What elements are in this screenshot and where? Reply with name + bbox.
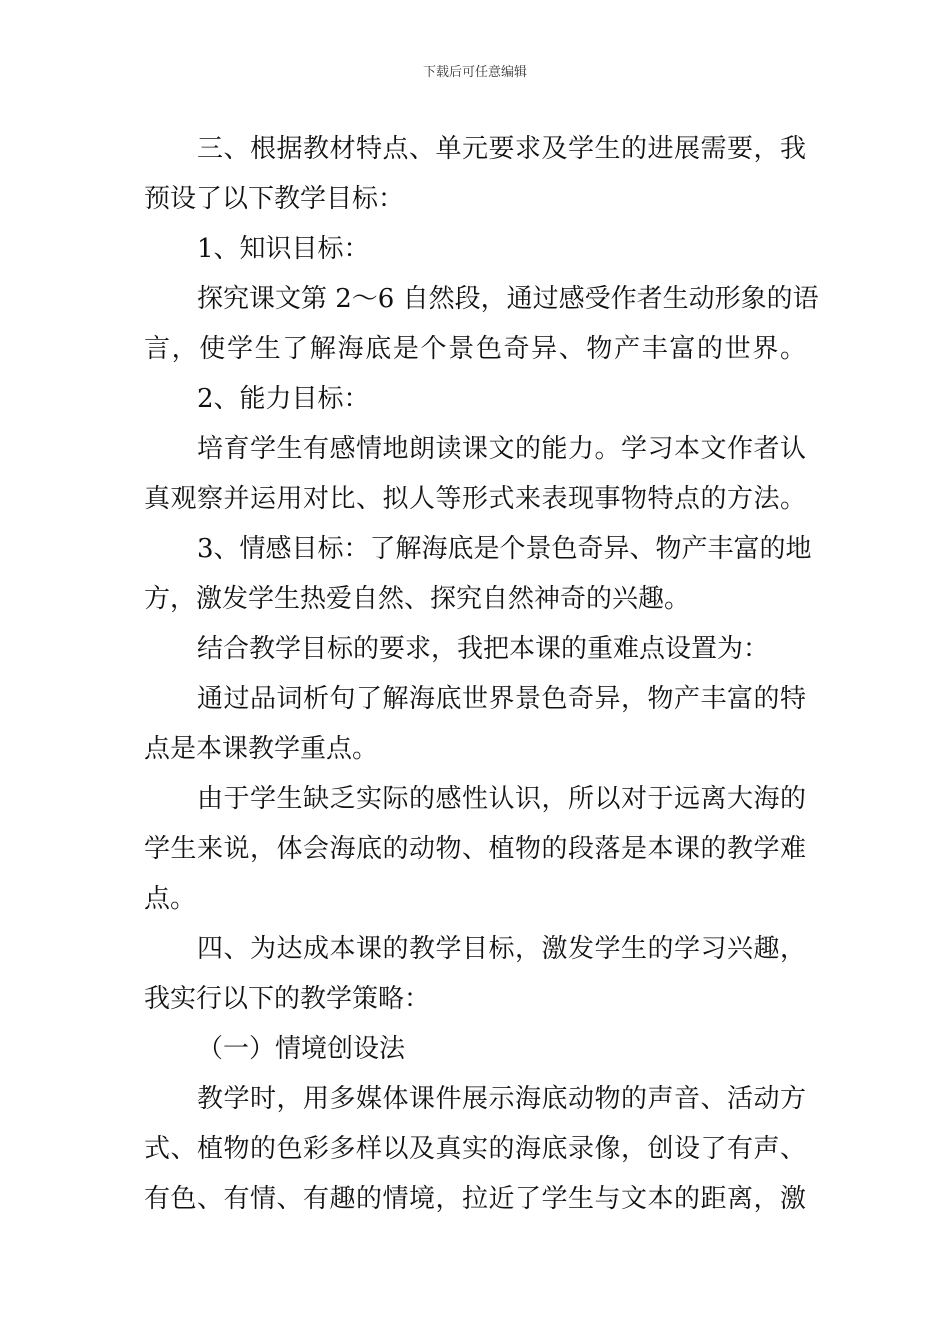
paragraph-line: 通过品词析句了解海底世界景色奇异，物产丰富的特 — [197, 684, 806, 714]
paragraph-line: 培育学生有感情地朗读课文的能力。学习本文作者认 — [197, 434, 806, 464]
paragraph-line: 四、为达成本课的教学目标，激发学生的学习兴趣， — [197, 934, 806, 964]
paragraph-line: 真观察并运用对比、拟人等形式来表现事物特点的方法。 — [144, 484, 806, 514]
paragraph-line: 式、植物的色彩多样以及真实的海底录像，创设了有声、 — [144, 1134, 806, 1164]
paragraph-line: 学生来说，体会海底的动物、植物的段落是本课的教学难 — [144, 834, 806, 864]
paragraph-line: 有色、有情、有趣的情境，拉近了学生与文本的距离，激 — [144, 1184, 806, 1214]
paragraph-line: 点。 — [144, 884, 197, 914]
paragraph-line: 由于学生缺乏实际的感性认识，所以对于远离大海的 — [197, 784, 806, 814]
paragraph-line: 探究课文第 2～6 自然段，通过感受作者生动形象的语 — [197, 284, 819, 314]
paragraph-line: 3、情感目标：了解海底是个景色奇异、物产丰富的地 — [197, 534, 812, 564]
paragraph-line: 言，使学生了解海底是个景色奇异、物产丰富的世界。 — [144, 334, 806, 364]
document-body — [144, 124, 819, 1224]
paragraph-line: 方，激发学生热爱自然、探究自然神奇的兴趣。 — [144, 584, 691, 614]
paragraph-line: 1、知识目标： — [197, 234, 370, 264]
page-header: 下载后可任意编辑 — [422, 65, 527, 80]
paragraph-line: 三、根据教材特点、单元要求及学生的进展需要，我 — [197, 134, 806, 164]
paragraph-line: 我实行以下的教学策略： — [144, 984, 431, 1014]
paragraph-line: 教学时，用多媒体课件展示海底动物的声音、活动方 — [197, 1084, 806, 1114]
paragraph-line: 预设了以下教学目标： — [144, 184, 405, 214]
paragraph-line: 2、能力目标： — [197, 384, 370, 414]
section-heading: （一）情境创设法 — [197, 1034, 406, 1064]
paragraph-line: 结合教学目标的要求，我把本课的重难点设置为： — [197, 634, 770, 664]
paragraph-line: 点是本课教学重点。 — [144, 734, 379, 764]
